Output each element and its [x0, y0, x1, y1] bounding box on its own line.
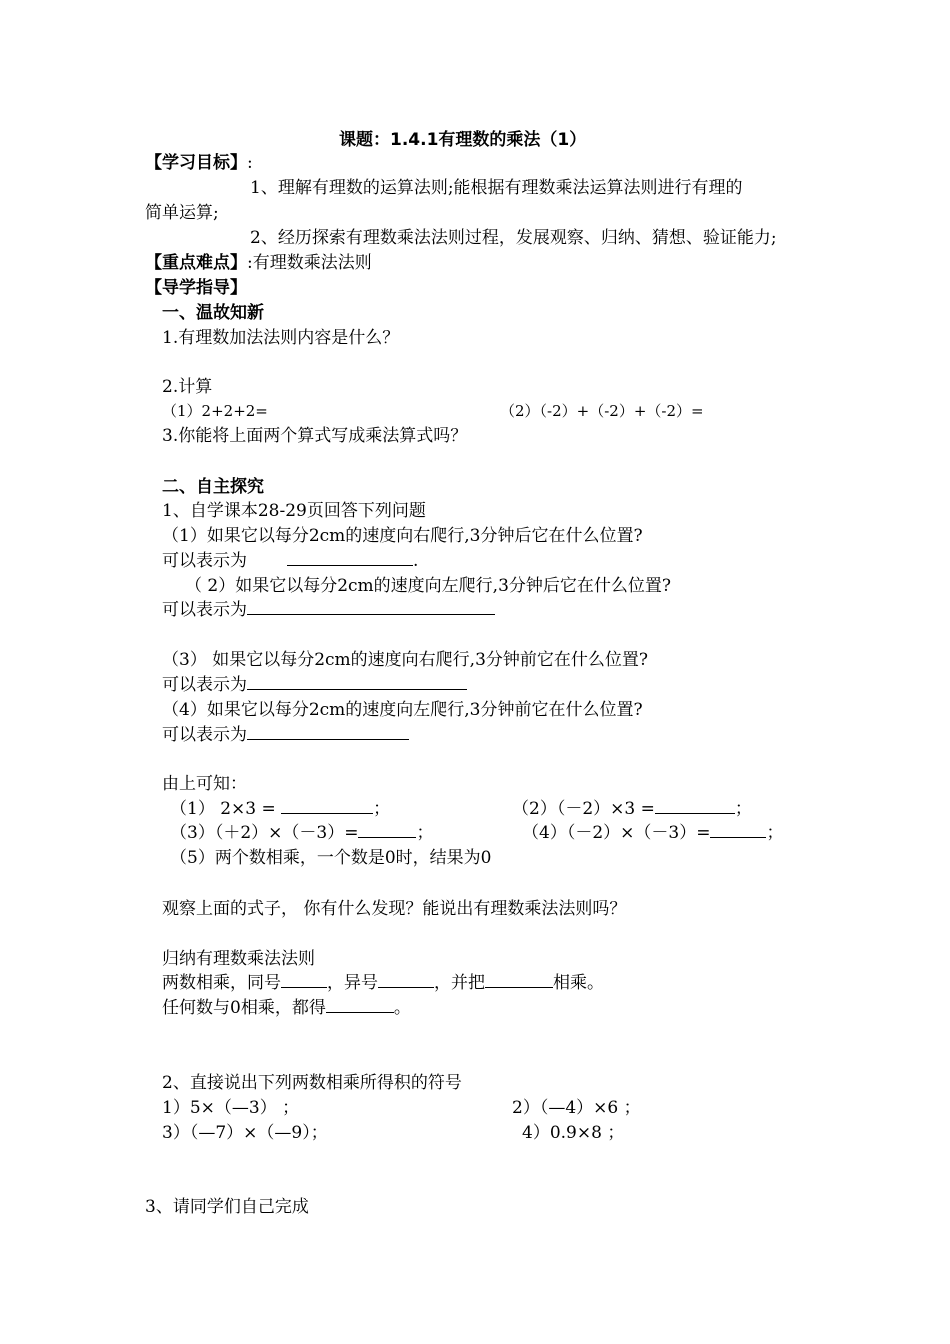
- question-3: 3.你能将上面两个算式写成乘法算式吗？: [162, 426, 468, 446]
- rule-blank-4[interactable]: [326, 997, 394, 1013]
- expr-3-blank[interactable]: [358, 822, 416, 838]
- calc-1: （1）2+2+2=: [162, 402, 268, 420]
- expr-1-blank[interactable]: [281, 798, 373, 814]
- part3-heading: 3、请同学们自己完成: [145, 1197, 309, 1217]
- section1-heading: 一、温故知新: [162, 303, 264, 323]
- answer-label-1: 可以表示为: [162, 551, 247, 571]
- expr-4-blank[interactable]: [710, 822, 766, 838]
- known-row-5: （5）两个数相乘，一个数是0时，结果为0: [170, 848, 492, 868]
- part2-heading: 2、直接说出下列两数相乘所得积的符号: [162, 1073, 462, 1093]
- expr-1-semi: ；: [373, 799, 391, 819]
- answer-line-4: [162, 724, 409, 746]
- known-label: 由上可知：: [162, 774, 247, 794]
- rule-blank-2[interactable]: [378, 972, 434, 988]
- rule-b: ，异号: [327, 973, 378, 993]
- section2-heading: 二、自主探究: [162, 477, 264, 497]
- problem-1: （1）如果它以每分2cm的速度向右爬行,3分钟后它在什么位置?: [162, 526, 643, 546]
- known-row-4: [522, 822, 783, 844]
- rule-blank-3[interactable]: [485, 972, 553, 988]
- expr-2-semi: ；: [734, 799, 752, 819]
- problem-2: （ 2）如果它以每分2cm的速度向左爬行,3分钟后它在什么位置?: [185, 576, 672, 596]
- answer-blank-3[interactable]: [247, 674, 467, 690]
- keypoints-text: :有理数乘法法则: [247, 253, 372, 273]
- answer-label-3: 可以表示为: [162, 675, 247, 695]
- rule2-b: 。: [393, 998, 411, 1018]
- self-study-intro: 1、自学课本28-29页回答下列问题: [162, 501, 426, 521]
- answer-dot-1: .: [413, 551, 419, 571]
- expr-4-semi: ；: [766, 823, 784, 843]
- question-2: 2.计算: [162, 377, 213, 397]
- rule-a: 两数相乘，同号: [162, 973, 281, 993]
- sign-item-2: 2）（—4）×6 ；: [512, 1098, 641, 1118]
- answer-blank-2[interactable]: [247, 599, 495, 615]
- rule2-a: 任何数与0相乘，都得: [162, 998, 326, 1018]
- rule-blank-1[interactable]: [281, 972, 327, 988]
- rule-title: 归纳有理数乘法法则: [162, 949, 315, 969]
- known-row-2: [512, 798, 752, 820]
- problem-3: （3） 如果它以每分2cm的速度向右爬行,3分钟前它在什么位置?: [162, 650, 649, 670]
- sign-item-1: 1）5×（—3） ；: [162, 1098, 300, 1118]
- answer-line-3: [162, 674, 467, 696]
- goal-item-1: 1、理解有理数的运算法则;能根据有理数乘法运算法则进行有理的: [250, 178, 743, 198]
- expr-2-blank[interactable]: [655, 798, 735, 814]
- expr-2: （2）（－2）×3 =: [512, 799, 655, 819]
- sign-item-4: 4）0.9×8 ；: [522, 1123, 625, 1143]
- known-row-1: [170, 798, 390, 820]
- answer-label-2: 可以表示为: [162, 600, 247, 620]
- goal-item-2: 2、经历探索有理数乘法法则过程，发展观察、归纳、猜想、验证能力;: [250, 228, 777, 248]
- goals-colon: :: [247, 153, 253, 173]
- expr-4: （4）（－2）×（－3）=: [522, 823, 711, 843]
- answer-line-1: [162, 550, 418, 572]
- rule-line-1: [162, 972, 604, 994]
- rule-d: 相乘。: [553, 973, 604, 993]
- rule-line-2: [162, 997, 411, 1019]
- problem-4: （4）如果它以每分2cm的速度向左爬行,3分钟前它在什么位置?: [162, 700, 643, 720]
- expr-1: （1） 2×3 =: [170, 799, 276, 819]
- rule-c: ，并把: [434, 973, 485, 993]
- observe-question: 观察上面的式子， 你有什么发现？能说出有理数乘法法则吗？: [162, 899, 627, 919]
- expr-3-semi: ；: [416, 823, 434, 843]
- answer-blank-4[interactable]: [247, 724, 409, 740]
- calc-2: （2）（-2）+（-2）+（-2）=: [500, 402, 704, 420]
- expr-3: （3）（＋2）×（－3）=: [170, 823, 359, 843]
- known-row-3: [170, 822, 433, 844]
- sign-item-3: 3）（—7）×（—9）；: [162, 1123, 328, 1143]
- answer-line-2: [162, 599, 495, 621]
- keypoints-label: 【重点难点】: [145, 253, 247, 273]
- guide-label: 【导学指导】: [145, 278, 247, 298]
- keypoints-line: [145, 252, 372, 274]
- question-1: 1.有理数加法法则内容是什么？: [162, 328, 400, 348]
- answer-blank-1[interactable]: [287, 550, 413, 566]
- answer-label-4: 可以表示为: [162, 725, 247, 745]
- goal-item-1-cont: 简单运算;: [145, 203, 219, 223]
- goals-line: [145, 152, 253, 174]
- goals-label: 【学习目标】: [145, 153, 247, 173]
- page-title: 课题：1.4.1有理数的乘法（1）: [339, 130, 587, 150]
